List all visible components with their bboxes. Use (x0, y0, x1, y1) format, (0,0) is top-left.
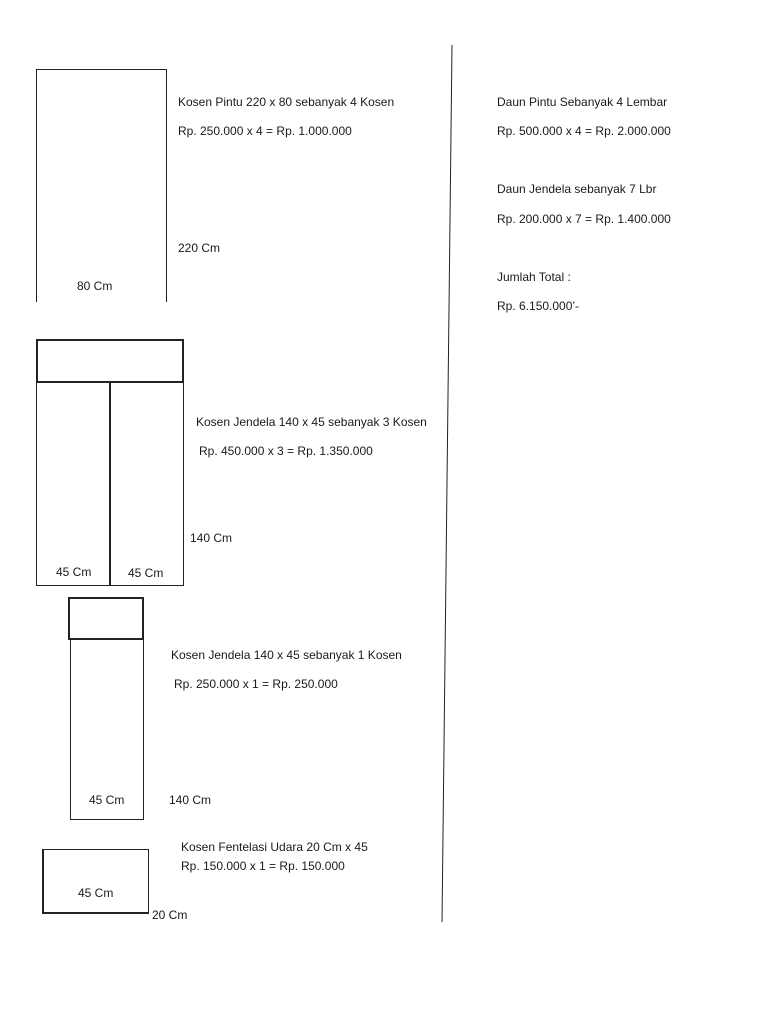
window-leaf-title: Daun Jendela sebanyak 7 Lbr (497, 182, 657, 196)
door-leaf-title: Daun Pintu Sebanyak 4 Lembar (497, 95, 668, 109)
door-frame-title: Kosen Pintu 220 x 80 sebanyak 4 Kosen (178, 95, 395, 109)
vent-frame-price: Rp. 150.000 x 1 = Rp. 150.000 (181, 859, 345, 873)
window-frame-a-height-label: 140 Cm (190, 531, 233, 545)
vent-frame-title: Kosen Fentelasi Udara 20 Cm x 45 (181, 840, 368, 854)
door-frame-height-label: 220 Cm (178, 241, 221, 255)
window-frame-a-width-left: 45 Cm (56, 565, 92, 579)
vent-frame-height-label: 20 Cm (152, 908, 188, 922)
door-frame-price: Rp. 250.000 x 4 = Rp. 1.000.000 (178, 124, 352, 138)
window-frame-a-price: Rp. 450.000 x 3 = Rp. 1.350.000 (199, 444, 373, 458)
door-frame-width-label: 80 Cm (77, 279, 113, 293)
window-frame-a-width-right: 45 Cm (128, 566, 164, 580)
window-frame-a-title: Kosen Jendela 140 x 45 sebanyak 3 Kosen (196, 415, 427, 429)
window-frame-b-title: Kosen Jendela 140 x 45 sebanyak 1 Kosen (171, 648, 402, 662)
total-value: Rp. 6.150.000’- (497, 299, 580, 313)
total-label: Jumlah Total : (497, 270, 571, 284)
window-frame-b-height-label: 140 Cm (169, 793, 212, 807)
vent-frame-width-label: 45 Cm (78, 886, 114, 900)
window-frame-b-width-label: 45 Cm (89, 793, 125, 807)
window-frame-b-price: Rp. 250.000 x 1 = Rp. 250.000 (174, 677, 338, 691)
window-leaf-price: Rp. 200.000 x 7 = Rp. 1.400.000 (497, 212, 671, 226)
door-leaf-price: Rp. 500.000 x 4 = Rp. 2.000.000 (497, 124, 671, 138)
